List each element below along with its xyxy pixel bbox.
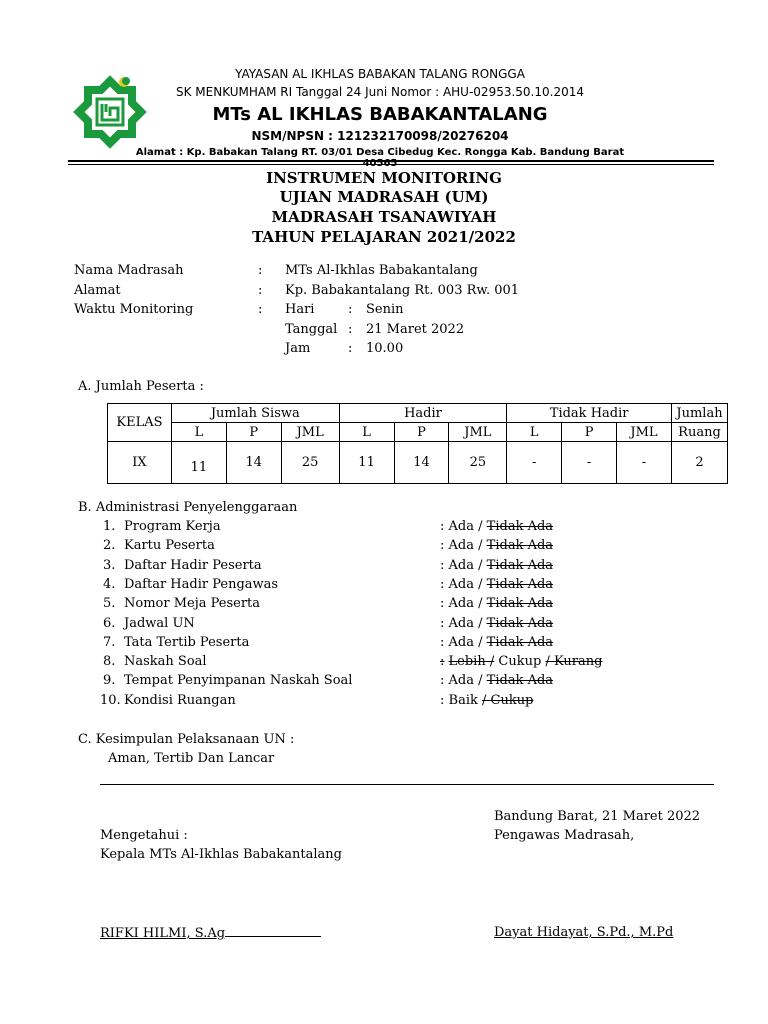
colon: : [440,673,445,688]
option-tidak-ada: Tidak Ada [486,577,554,592]
option-tidak-ada: Tidak Ada [486,635,554,650]
table-cell-ruang: 2 [671,442,727,484]
admin-item-number: 7. [103,635,116,650]
info-colon: : [258,263,263,278]
header-address: Alamat : Kp. Babakan Talang RT. 03/01 Desa Cibedug Kec. Rongga Kab. Bandung Barat 40565 [135,147,625,169]
admin-item-value [440,537,553,555]
table-cell-th-jml: - [617,442,672,484]
header-divider [68,160,714,162]
header-yayasan: YAYASAN AL IKHLAS BABAKAN TALANG RONGGA [235,67,525,81]
admin-item-number: 6. [103,616,116,631]
option-tidak-ada-struck [487,673,553,688]
signature-pengawas-name: Dayat Hidayat, S.Pd., M.Pd [494,925,674,940]
colon: : [440,616,445,631]
header-school-name: MTs AL IKHLAS BABAKANTALANG [212,104,548,125]
option-tidak-ada: Tidak Ada [486,519,554,534]
header-nsm: NSM/NPSN : 121232170098/20276204 [251,129,509,143]
option-baik: Baik [448,693,478,708]
table-cell-kelas: IX [108,442,172,484]
admin-item-label: Kartu Peserta [124,538,215,553]
option-slash: / [478,596,483,611]
option-slash: / [478,635,483,650]
option-tidak-ada-struck [487,577,553,592]
option-slash: / [478,577,483,592]
info-colon: : [348,341,353,356]
info-tanggal-value: 21 Maret 2022 [366,322,465,337]
colon: : [440,519,445,534]
table-subheader-p: P [394,423,449,442]
info-tanggal-label: Tanggal [285,322,338,337]
option-tidak-ada: Tidak Ada [486,558,554,573]
table-cell-th-l: - [507,442,562,484]
doc-title-1: INSTRUMEN MONITORING [266,169,502,187]
option-ada: Ada [448,596,474,611]
colon-struck: : [440,654,445,669]
section-b-heading: B. Administrasi Penyelenggaraan [78,500,298,515]
info-waktu-label: Waktu Monitoring [74,302,194,317]
conclusion-line [100,784,714,785]
admin-item-value [440,634,553,652]
table-subheader-l: L [507,423,562,442]
doc-title-2: UJIAN MADRASAH (UM) [279,188,489,206]
option-ada: Ada [448,635,474,650]
option-cukup-struck [482,693,533,708]
option-tidak-ada-struck [487,635,553,650]
header-divider-thin [68,164,714,165]
info-colon: : [258,302,263,317]
info-jam-label: Jam [285,341,311,356]
table-cell-js-p: 14 [226,442,281,484]
option-tidak-ada-struck [487,519,553,534]
info-colon: : [258,283,263,298]
table-cell-js-l: 11 [171,442,226,484]
option-tidak-ada-struck [487,596,553,611]
option-lebih-struck [449,654,495,669]
option-tidak-ada: Tidak Ada [486,596,554,611]
admin-item-value [440,672,553,690]
peserta-table [107,403,728,484]
info-hari-value: Senin [366,302,404,317]
table-cell-js-jml: 25 [281,442,339,484]
admin-item-value [440,518,553,536]
admin-item-value [440,653,602,671]
admin-item-value [440,615,553,633]
option-ada: Ada [448,577,474,592]
option-lebih: Lebih [448,654,486,669]
info-alamat-label: Alamat [74,283,121,298]
table-subheader-jml: JML [281,423,339,442]
info-nama-value: MTs Al-Ikhlas Babakantalang [285,263,478,278]
table-cell-th-p: - [562,442,617,484]
option-slash: / [478,616,483,631]
option-tidak-ada-struck [487,538,553,553]
option-slash: / [545,654,550,669]
section-a-heading: A. Jumlah Peserta : [78,379,204,394]
option-cukup: Cukup [490,693,534,708]
section-c-heading: C. Kesimpulan Pelaksanaan UN : [78,732,295,747]
table-subheader-jml: JML [617,423,672,442]
option-ada: Ada [448,519,474,534]
admin-item-label: Daftar Hadir Pengawas [124,577,279,592]
option-tidak-ada: Tidak Ada [486,616,554,631]
school-logo-icon [66,68,154,156]
admin-item-label: Jadwal UN [124,616,195,631]
option-kurang: Kurang [553,654,603,669]
option-slash: / [478,673,483,688]
table-subheader-l: L [171,423,226,442]
option-tidak-ada: Tidak Ada [486,673,554,688]
admin-item-label: Daftar Hadir Peserta [124,558,262,573]
info-jam-value: 10.00 [366,341,404,356]
signature-pengawas-title: Pengawas Madrasah, [494,828,635,843]
signature-kepala-name: RIFKI HILMI, S.Ag [100,924,330,943]
option-kurang-struck [545,654,602,669]
doc-title-3: MADRASAH TSANAWIYAH [271,208,497,226]
colon: : [440,693,445,708]
table-cell-h-jml: 25 [449,442,507,484]
table-header-jumlah: Jumlah [671,404,727,423]
section-c-text: Aman, Tertib Dan Lancar [108,751,275,766]
option-slash: / [489,654,495,669]
signature-place-date: Bandung Barat, 21 Maret 2022 [494,809,701,824]
option-ada: Ada [448,538,474,553]
admin-item-value [440,692,533,710]
admin-item-number: 8. [103,654,116,669]
option-slash: / [482,693,487,708]
table-header-jumlah-siswa: Jumlah Siswa [171,404,339,423]
table-header-tidak-hadir: Tidak Hadir [507,404,672,423]
header-sk: SK MENKUMHAM RI Tanggal 24 Juni Nomor : AHU-02953.50.10.2014 [175,85,584,99]
admin-item-number: 5. [103,596,116,611]
admin-item-number: 9. [103,673,116,688]
admin-item-label: Naskah Soal [124,654,207,669]
signature-kepala-title: Kepala MTs Al-Ikhlas Babakantalang [100,847,342,862]
table-cell-h-l: 11 [339,442,394,484]
table-header-kelas: KELAS [108,404,172,442]
colon: : [440,635,445,650]
table-subheader-l: L [339,423,394,442]
colon: : [440,558,445,573]
admin-item-number: 10. [100,693,121,708]
option-tidak-ada-struck [487,616,553,631]
table-cell-h-p: 14 [394,442,449,484]
colon: : [440,577,445,592]
table-header-hadir: Hadir [339,404,507,423]
option-ada: Ada [448,673,474,688]
table-subheader-p: P [226,423,281,442]
option-slash: / [478,558,483,573]
admin-item-label: Nomor Meja Peserta [124,596,261,611]
colon: : [440,596,445,611]
signature-mengetahui: Mengetahui : [100,828,188,843]
info-nama-label: Nama Madrasah [74,263,184,278]
option-ada: Ada [448,616,474,631]
admin-item-value [440,557,553,575]
info-colon: : [348,302,353,317]
table-subheader-p: P [562,423,617,442]
colon: : [440,538,445,553]
admin-item-label: Kondisi Ruangan [124,693,236,708]
option-ada: Ada [448,558,474,573]
option-tidak-ada-struck [487,558,553,573]
table-subheader-jml: JML [449,423,507,442]
info-hari-label: Hari [285,302,315,317]
info-alamat-value: Kp. Babakantalang Rt. 003 Rw. 001 [285,283,520,298]
admin-item-number: 2. [103,538,116,553]
admin-item-value [440,576,553,594]
admin-item-value [440,595,553,613]
admin-item-label: Tata Tertib Peserta [124,635,250,650]
admin-item-label: Program Kerja [124,519,221,534]
table-header-ruang: Ruang [671,423,727,442]
admin-item-label: Tempat Penyimpanan Naskah Soal [124,673,353,688]
option-tidak-ada: Tidak Ada [486,538,554,553]
option-slash: / [478,519,483,534]
info-colon: : [348,322,353,337]
admin-item-number: 3. [103,558,116,573]
admin-item-number: 4. [103,577,116,592]
option-slash: / [478,538,483,553]
doc-title-4: TAHUN PELAJARAN 2021/2022 [252,228,516,246]
option-cukup: Cukup [498,654,542,669]
admin-item-number: 1. [103,519,116,534]
